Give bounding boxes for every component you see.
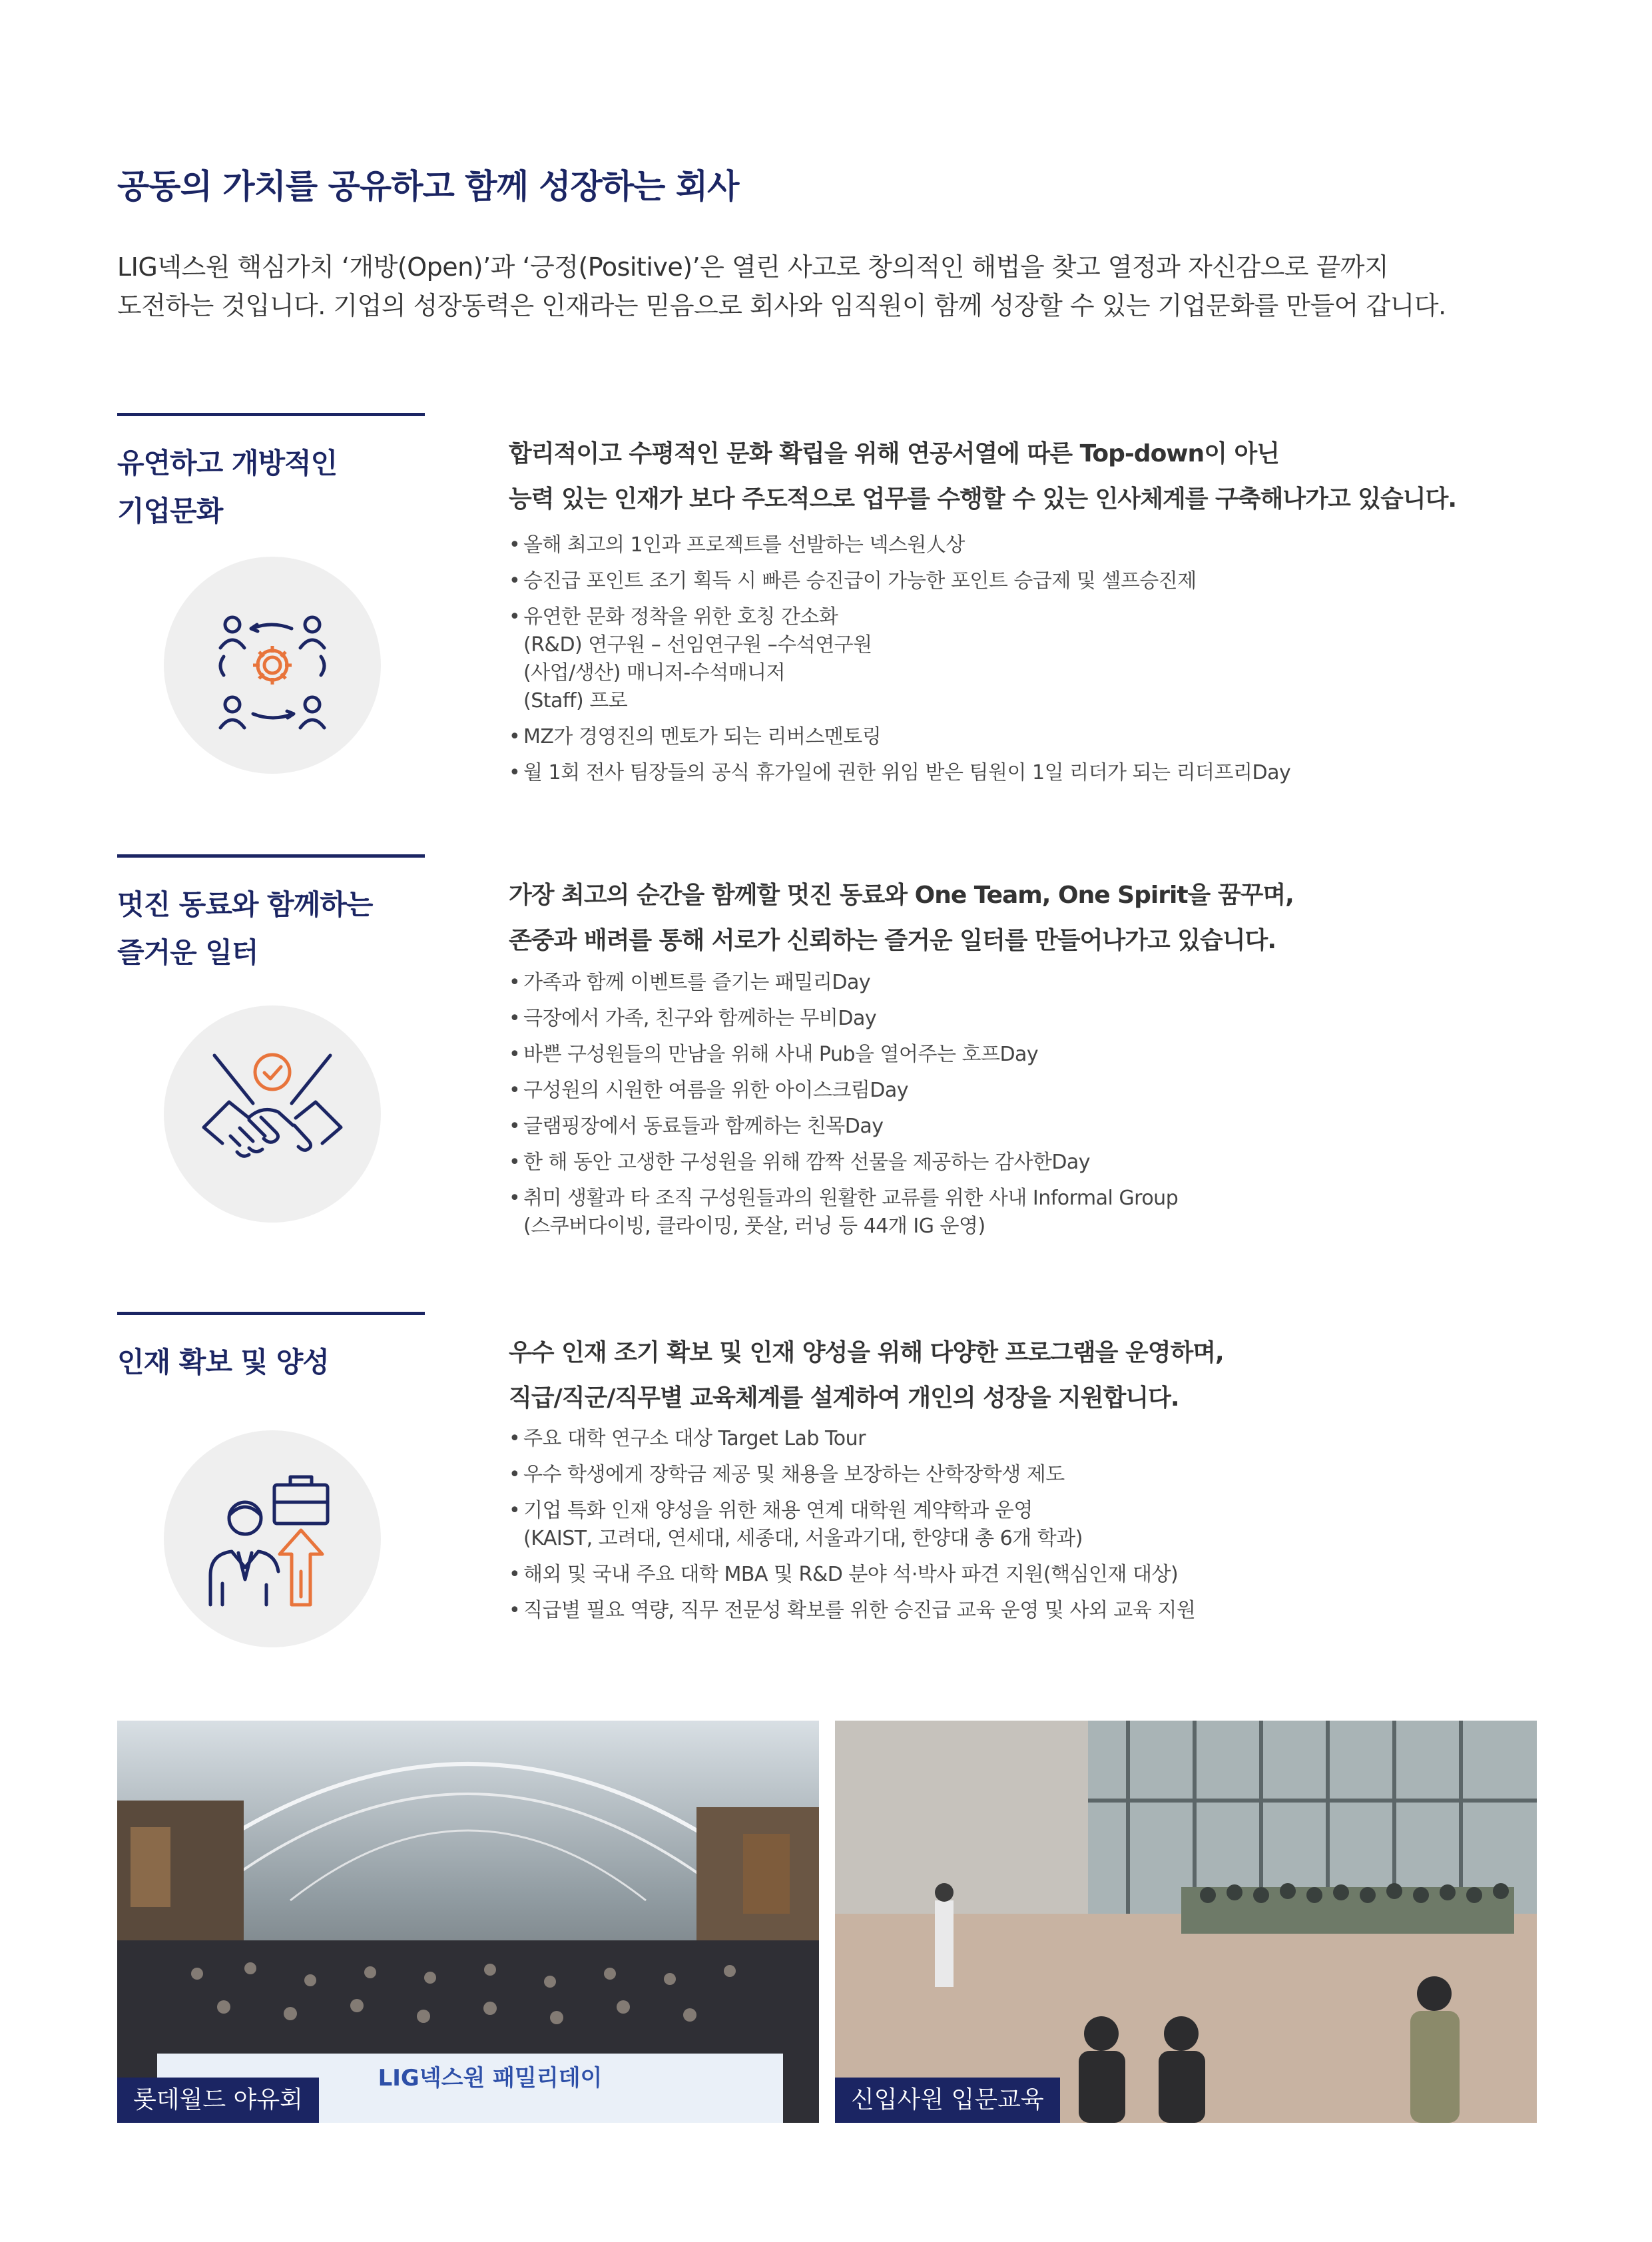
list-item [509, 1597, 1547, 1625]
page-title: 공동의 가치를 공유하고 함께 성장하는 회사 [117, 167, 739, 206]
bullet-list [509, 531, 1547, 795]
list-item [509, 759, 1547, 787]
list-item-text: 구성원의 시원한 여름을 위한 아이스크림Day [523, 1079, 909, 1102]
list-item [509, 1185, 1547, 1241]
section-title-line: 멋진 동료와 함께하는 [117, 888, 373, 921]
list-item-text: 유연한 문화 정착을 위한 호칭 간소화 [523, 605, 838, 629]
section-divider [117, 854, 425, 858]
list-item-subtext: (KAIST, 고려대, 연세대, 세종대, 서울과기대, 한양대 총 6개 학과) [523, 1527, 1083, 1550]
list-item [509, 531, 1547, 559]
section-lead-line: 가장 최고의 순간을 함께할 멋진 동료와 One Team, One Spirit을 꿈꾸며, [509, 882, 1294, 909]
list-item [509, 969, 1547, 997]
section-lead-line: 능력 있는 인재가 보다 주도적으로 업무를 수행할 수 있는 인사체계를 구축해나가고 있습니다. [509, 485, 1457, 513]
handshake-check-icon [164, 1005, 381, 1223]
section-flexible-culture [117, 413, 1549, 806]
intro-paragraph [117, 248, 1549, 325]
section-talent [117, 1312, 1549, 1685]
people-cycle-gear-icon [164, 557, 381, 774]
section-lead-line: 합리적이고 수평적인 문화 확립을 위해 연공서열에 따른 Top-down이 아닌 [509, 440, 1280, 467]
list-item-text: 직급별 필요 역량, 직무 전문성 확보를 위한 승진급 교육 운영 및 사외 교육 지원 [523, 1599, 1196, 1622]
section-title [117, 439, 463, 535]
photo-caption: 롯데월드 야유회 [117, 2078, 319, 2123]
list-item-text: 취미 생활과 타 조직 구성원들과의 원활한 교류를 위한 사내 Informal Group [523, 1187, 1179, 1210]
list-item [509, 1149, 1547, 1177]
list-item-subtext: (사업/생산) 매니저-수석매니저 [523, 661, 786, 685]
section-lead-line: 직급/직군/직무별 교육체계를 설계하여 개인의 성장을 지원합니다. [509, 1384, 1179, 1412]
list-item [509, 1041, 1547, 1069]
list-item-text: 바쁜 구성원들의 만남을 위해 사내 Pub을 열어주는 호프Day [523, 1043, 1039, 1066]
list-item-subtext: (Staff) 프로 [523, 689, 628, 712]
section-title [117, 1338, 463, 1386]
photo-lotteworld-outing [117, 1721, 819, 2123]
list-item-text: 월 1회 전사 팀장들의 공식 휴가일에 권한 위임 받은 팀원이 1일 리더가 되는 리더프리Day [523, 761, 1291, 784]
section-title-line: 유연하고 개방적인 [117, 447, 338, 479]
list-item-text: 가족과 함께 이벤트를 즐기는 패밀리Day [523, 971, 871, 994]
list-item-text: 우수 학생에게 장학금 제공 및 채용을 보장하는 산학장학생 제도 [523, 1463, 1065, 1486]
list-item [509, 1461, 1547, 1489]
section-workplace [117, 854, 1549, 1267]
section-title-line: 즐거운 일터 [117, 936, 258, 969]
list-item [509, 1561, 1547, 1589]
section-divider [117, 1312, 425, 1315]
bullet-list [509, 1425, 1547, 1633]
list-item [509, 603, 1547, 715]
section-lead-line: 우수 인재 조기 확보 및 인재 양성을 위해 다양한 프로그램을 운영하며, [509, 1339, 1224, 1366]
section-title-line: 인재 확보 및 양성 [117, 1346, 329, 1378]
section-lead [509, 1330, 1547, 1421]
list-item-text: 한 해 동안 고생한 구성원을 위해 깜짝 선물을 제공하는 감사한Day [523, 1151, 1091, 1174]
photo-new-hire-training [835, 1721, 1537, 2123]
section-divider [117, 413, 425, 416]
list-item [509, 1497, 1547, 1553]
list-item [509, 567, 1547, 595]
list-item-text: 주요 대학 연구소 대상 Target Lab Tour [523, 1427, 866, 1450]
list-item-text: 기업 특화 인재 양성을 위한 채용 연계 대학원 계약학과 운영 [523, 1499, 1033, 1522]
section-title [117, 881, 463, 977]
list-item-text: 극장에서 가족, 친구와 함께하는 무비Day [523, 1007, 877, 1030]
list-item [509, 1077, 1547, 1105]
section-lead-line: 존중과 배려를 통해 서로가 신뢰하는 즐거운 일터를 만들어나가고 있습니다. [509, 927, 1276, 954]
list-item [509, 723, 1547, 751]
list-item [509, 1113, 1547, 1141]
section-lead [509, 873, 1547, 964]
list-item-text: MZ가 경영진의 멘토가 되는 리버스멘토링 [523, 725, 882, 748]
intro-line: 도전하는 것입니다. 기업의 성장동력은 인재라는 믿음으로 회사와 임직원이 함께 성장할 수 있는 기업문화를 만들어 갑니다. [117, 291, 1446, 320]
intro-line: LIG넥스원 핵심가치 ‘개방(Open)’과 ‘긍정(Positive)’은 열린 사고로 창의적인 해법을 찾고 열정과 자신감으로 끝까지 [117, 252, 1389, 282]
list-item-text: 해외 및 국내 주요 대학 MBA 및 R&D 분야 석·박사 파견 지원(핵심인재 대상) [523, 1563, 1179, 1586]
bullet-list [509, 969, 1547, 1249]
banner-text: LIG넥스원 패밀리데이 [378, 2065, 603, 2092]
section-title-line: 기업문화 [117, 495, 223, 527]
list-item-subtext: (R&D) 연구원 – 선임연구원 –수석연구원 [523, 633, 872, 657]
list-item-text: 승진급 포인트 조기 획득 시 빠른 승진급이 가능한 포인트 승급제 및 셀프승진제 [523, 569, 1197, 593]
photo-caption: 신입사원 입문교육 [835, 2078, 1060, 2123]
section-lead [509, 431, 1547, 522]
list-item-subtext: (스쿠버다이빙, 클라이밍, 풋살, 러닝 등 44개 IG 운영) [523, 1215, 985, 1238]
person-briefcase-growth-icon [164, 1430, 381, 1647]
list-item-text: 글램핑장에서 동료들과 함께하는 친목Day [523, 1115, 884, 1138]
list-item [509, 1005, 1547, 1033]
list-item-text: 올해 최고의 1인과 프로젝트를 선발하는 넥스원人상 [523, 533, 965, 557]
list-item [509, 1425, 1547, 1453]
